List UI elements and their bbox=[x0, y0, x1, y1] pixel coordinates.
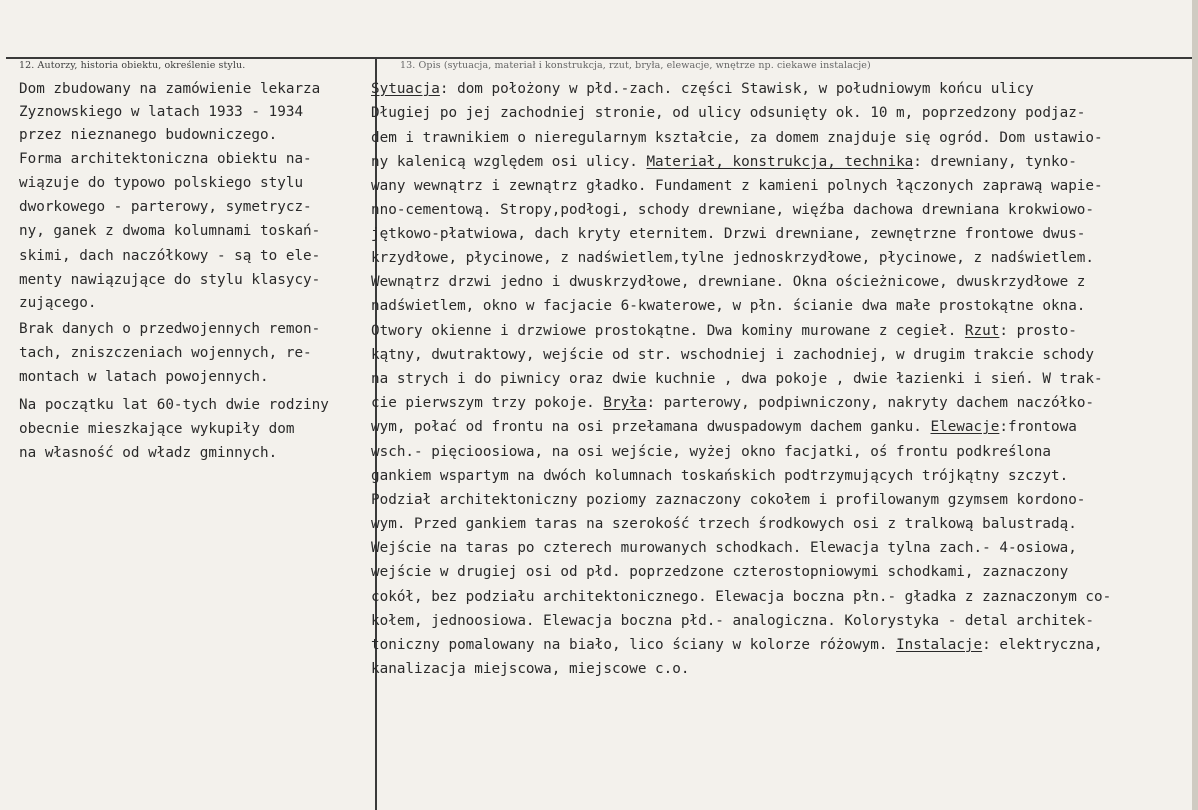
description-line bbox=[371, 586, 1111, 608]
description-line bbox=[371, 610, 1094, 632]
history-line: na własność od władz gminnych. bbox=[19, 445, 278, 461]
section-keyword: Rzut bbox=[964, 323, 1000, 339]
description-text: na strych i do piwnicy oraz dwie kuchnie , dwa pokoje , dwie łazienki i sień. W trak- bbox=[371, 371, 1103, 387]
history-line: menty nawiązujące do stylu klasycy- bbox=[19, 272, 321, 288]
section-keyword: Materiał, konstrukcja, technika bbox=[646, 154, 914, 170]
description-text: :frontowa bbox=[999, 419, 1077, 435]
description-line bbox=[371, 392, 1094, 414]
description-line bbox=[371, 489, 1085, 511]
section-keyword: Instalacje bbox=[896, 637, 983, 653]
description-text: Wejście na taras po czterech murowanych schodkach. Elewacja tylna zach.- 4-osiowa, bbox=[371, 540, 1077, 556]
history-line: ny, ganek z dwoma kolumnami toskań- bbox=[19, 223, 321, 239]
description-text: : prosto- bbox=[999, 323, 1077, 339]
history-line: Brak danych o przedwojennych remon- bbox=[19, 321, 321, 337]
description-text: wejście w drugiej osi od płd. poprzedzone czterostopniowymi schodkami, zaznaczony bbox=[371, 564, 1069, 580]
description-text: toniczny pomalowany na biało, lico ściany w kolorze różowym. bbox=[371, 637, 897, 653]
top-rule bbox=[6, 57, 1192, 59]
description-line bbox=[371, 151, 1077, 173]
description-text: cokół, bez podziału architektonicznego. Elewacja boczna płn.- gładka z zaznaczonym co- bbox=[371, 589, 1112, 605]
history-line: tach, zniszczeniach wojennych, re- bbox=[19, 345, 312, 361]
description-line bbox=[371, 102, 1085, 124]
description-line bbox=[371, 271, 1085, 293]
section-keyword: Sytuacja bbox=[371, 81, 440, 97]
description-text: Wewnątrz drzwi jedno i dwuskrzydłowe, drewniane. Okna ościeżnicowe, dwuskrzydłowe z bbox=[371, 274, 1086, 290]
history-line: obecnie mieszkające wykupiły dom bbox=[19, 421, 295, 437]
description-line bbox=[371, 537, 1077, 559]
history-line: przez nieznanego budowniczego. bbox=[19, 127, 278, 143]
history-line: montach w latach powojennych. bbox=[19, 369, 269, 385]
description-line bbox=[371, 127, 1103, 149]
description-line bbox=[371, 441, 1051, 463]
history-line: Zyznowskiego w latach 1933 - 1934 bbox=[19, 104, 304, 120]
description-text: kanalizacja miejscowa, miejscowe c.o. bbox=[371, 661, 690, 677]
description-line bbox=[371, 344, 1094, 366]
description-line bbox=[371, 465, 1068, 487]
section-keyword: Bryła bbox=[603, 395, 647, 411]
history-line: skimi, dach naczółkowy - są to ele- bbox=[19, 248, 321, 264]
description-text: kątny, dwutraktowy, wejście od str. wschodniej i zachodniej, w drugim trakcie schody bbox=[371, 347, 1095, 363]
section-keyword: Elewacje bbox=[930, 419, 1000, 435]
description-text: cie pierwszym trzy pokoje. bbox=[371, 395, 604, 411]
description-line bbox=[371, 368, 1103, 390]
description-text: Podział architektoniczny poziomy zaznaczony cokołem i profilowanym gzymsem kordono- bbox=[371, 492, 1086, 508]
section-12-heading: 12. Autorzy, historia obiektu, określenie stylu. bbox=[19, 60, 246, 71]
description-text: ny kalenicą względem osi ulicy. bbox=[371, 154, 647, 170]
card-edge bbox=[1192, 0, 1198, 810]
description-line bbox=[371, 223, 1085, 245]
description-line bbox=[371, 634, 1103, 656]
description-text: krzydłowe, płycinowe, z nadświetlem,tylne jednoskrzydłowe, płycinowe, z nadświetlem. bbox=[371, 250, 1095, 266]
description-text: : dom położony w płd.-zach. części Stawisk, w południowym końcu ulicy bbox=[439, 81, 1034, 97]
section-13-heading: 13. Opis (sytuacja, materiał i konstrukcja, rzut, bryła, elewacje, wnętrze np. ciekawe instalacje) bbox=[400, 60, 871, 71]
history-line: wiązuje do typowo polskiego stylu bbox=[19, 175, 304, 191]
description-text: dem i trawnikiem o nieregularnym kształcie, za domem znajduje się ogród. Dom ustawio- bbox=[371, 130, 1103, 146]
description-line bbox=[371, 320, 1077, 342]
description-text: Otwory okienne i drzwiowe prostokątne. Dwa kominy murowane z cegieł. bbox=[371, 323, 965, 339]
description-line bbox=[371, 78, 1034, 100]
description-text: nno-cementową. Stropy,podłogi, schody drewniane, więźba dachowa drewniana krokwiowo- bbox=[371, 202, 1095, 218]
description-line bbox=[371, 416, 1077, 438]
description-line bbox=[371, 513, 1077, 535]
history-line: zującego. bbox=[19, 295, 97, 311]
description-line bbox=[371, 247, 1094, 269]
description-text: wym. Przed gankiem taras na szerokość trzech środkowych osi z tralkową balustradą. bbox=[371, 516, 1077, 532]
description-text: jętkowo-płatwiowa, dach kryty eternitem. Drzwi drewniane, zewnętrzne frontowe dwus- bbox=[371, 226, 1086, 242]
description-text: kołem, jednoosiowa. Elewacja boczna płd.- analogiczna. Kolorystyka - detal architek- bbox=[371, 613, 1095, 629]
description-line bbox=[371, 658, 689, 680]
history-line: Dom zbudowany na zamówienie lekarza bbox=[19, 81, 321, 97]
description-text: : drewniany, tynko- bbox=[913, 154, 1077, 170]
history-line: Forma architektoniczna obiektu na- bbox=[19, 151, 312, 167]
description-text: : elektryczna, bbox=[982, 637, 1103, 653]
description-text: nadświetlem, okno w facjacie 6-kwaterowe, w płn. ścianie dwa małe prostokątne okna. bbox=[371, 298, 1086, 314]
description-line bbox=[371, 175, 1103, 197]
history-line: dworkowego - parterowy, symetrycz- bbox=[19, 199, 312, 215]
description-text: Długiej po jej zachodniej stronie, od ulicy odsunięty ok. 10 m, poprzedzony podjaz- bbox=[371, 105, 1086, 121]
description-line bbox=[371, 295, 1085, 317]
history-line: Na początku lat 60-tych dwie rodziny bbox=[19, 397, 329, 413]
description-text: wsch.- pięcioosiowa, na osi wejście, wyżej okno facjatki, oś frontu podkreślona bbox=[371, 444, 1051, 460]
description-text: wany wewnątrz i zewnątrz gładko. Fundament z kamieni polnych łączonych zaprawą wapie- bbox=[371, 178, 1103, 194]
description-line bbox=[371, 199, 1094, 221]
description-text: : parterowy, podpiwniczony, nakryty dachem naczółko- bbox=[646, 395, 1095, 411]
description-text: gankiem wspartym na dwóch kolumnach toskańskich podtrzymujących trójkątny szczyt. bbox=[371, 468, 1069, 484]
description-line bbox=[371, 561, 1068, 583]
description-text: wym, połać od frontu na osi przełamana dwuspadowym dachem ganku. bbox=[371, 419, 931, 435]
